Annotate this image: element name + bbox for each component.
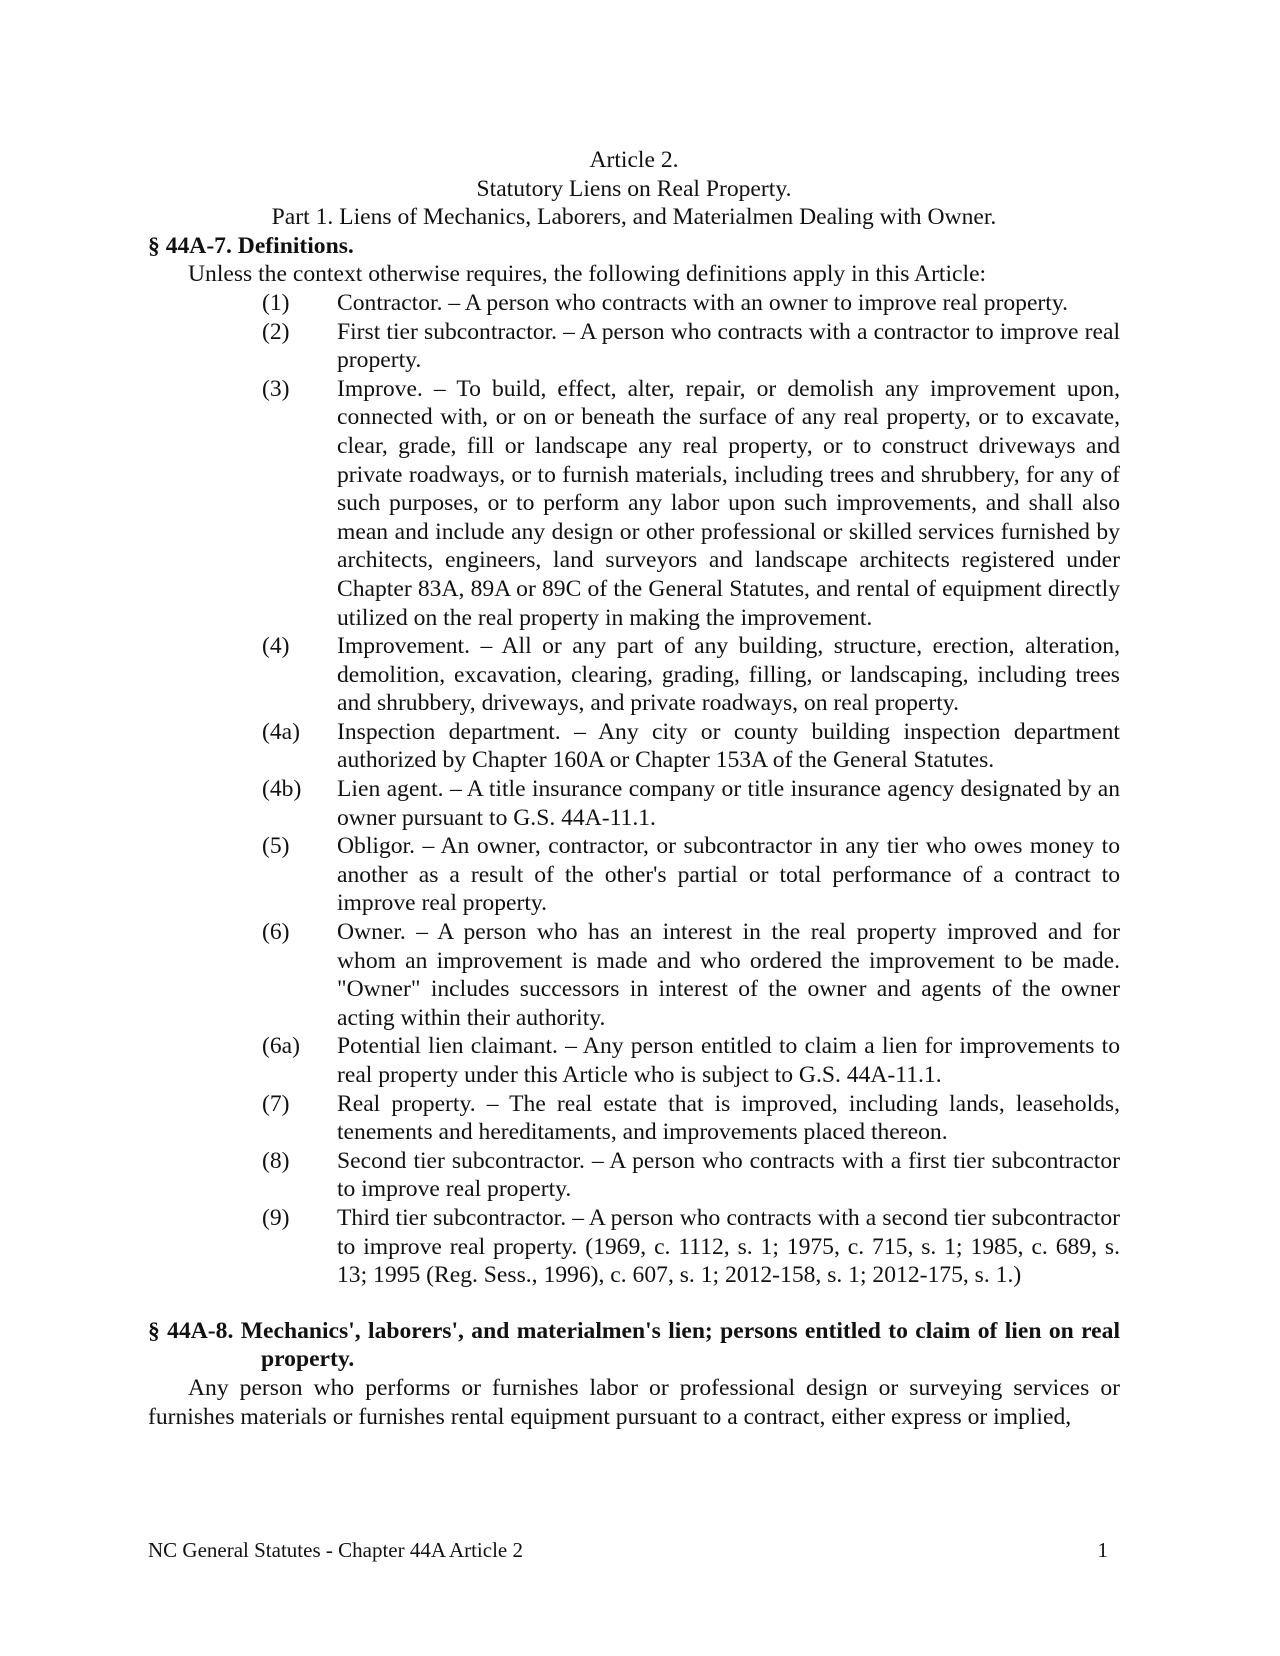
definition-text: Lien agent. – A title insurance company or title insurance agency designated by an owner pursuant to G.S. 44A-11.1. — [337, 776, 1120, 831]
definition-number: (8) — [262, 1147, 290, 1174]
definition-item — [148, 318, 1120, 375]
definition-text: Improve. – To build, effect, alter, repair, or demolish any improvement upon, connected with, or on or beneath the surface of any real property, or to excavate, clear, grade, fill or landscape any real property, or to construct driveways and private roadways, or to furnish materials, including trees and shrubbery, for any of such purposes, or to perform any labor upon such improvements, and shall also mean and include any design or other professional or skilled services furnished by architects, engineers, land surveyors and landscape architects registered under Chapter 83A, 89A or 89C of the General Statutes, and rental of equipment directly utilized on the real property in making the improvement. — [337, 375, 1120, 631]
definition-number: (3) — [262, 375, 290, 402]
definition-number: (4b) — [262, 776, 302, 803]
definition-item — [148, 289, 1120, 318]
definition-item — [148, 375, 1120, 632]
article-number: Article 2. — [589, 147, 679, 173]
definition-item — [148, 832, 1120, 918]
definitions-intro: Unless the context otherwise requires, the following definitions apply in this Article: — [188, 261, 987, 288]
definition-number: (2) — [262, 318, 290, 345]
page-number: 1 — [1097, 1538, 1108, 1562]
definition-item — [148, 1032, 1120, 1089]
definition-number: (1) — [262, 289, 290, 316]
definition-number: (5) — [262, 833, 290, 860]
definition-number: (4a) — [262, 718, 300, 745]
definition-number: (6) — [262, 919, 290, 946]
definition-text: Second tier subcontractor. – A person who contracts with a first tier subcontractor to improve real property. — [337, 1147, 1120, 1203]
definition-text: Obligor. – An owner, contractor, or subcontractor in any tier who owes money to another as a result of the other's partial or total performance of a contract to improve real property. — [337, 833, 1120, 917]
definition-item — [148, 775, 1120, 832]
definition-text: Contractor. – A person who contracts with an owner to improve real property. — [337, 289, 1069, 316]
definition-number: (6a) — [262, 1033, 300, 1060]
definition-text: Owner. – A person who has an interest in the real property improved and for whom an improvement is made and who ordered the improvement to be made. "Owner" includes successors in interest of the owner and agents of the owner acting within their authority. — [337, 919, 1120, 1031]
section-heading-44a-7: § 44A-7. Definitions. — [148, 232, 354, 259]
definition-item — [148, 632, 1120, 718]
definition-item — [148, 918, 1120, 1032]
part-title: Part 1. Liens of Mechanics, Laborers, and Materialmen Dealing with Owner. — [271, 204, 997, 231]
definition-number: (7) — [262, 1090, 290, 1117]
section-44a-8-body: Any person who performs or furnishes labor or professional design or surveying services or furnishes materials or furnishes rental equipment pursuant to a contract, either express or implied, — [148, 1374, 1120, 1430]
definition-item — [148, 718, 1120, 775]
definition-text: First tier subcontractor. – A person who contracts with a contractor to improve real property. — [337, 318, 1120, 374]
definition-item — [148, 1147, 1120, 1204]
footer-title: NC General Statutes - Chapter 44A Article 2 — [148, 1538, 523, 1562]
definition-item — [148, 1090, 1120, 1147]
section-heading-44a-8: § 44A-8. Mechanics', laborers', and materialmen's lien; persons entitled to claim of lien on real property. — [148, 1317, 1120, 1373]
definition-text: Potential lien claimant. – Any person entitled to claim a lien for improvements to real property under this Article who is subject to G.S. 44A-11.1. — [337, 1033, 1120, 1088]
definition-text: Third tier subcontractor. – A person who contracts with a second tier subcontractor to improve real property. (1969, c. 1112, s. 1; 1975, c. 715, s. 1; 1985, c. 689, s. 13; 1995 (Reg. Sess., 1996), c. 607, s. 1; 2012-158, s. 1; 2012-175, s. 1.) — [337, 1204, 1120, 1289]
definitions-list — [148, 289, 1120, 1290]
definition-number: (9) — [262, 1204, 290, 1231]
definition-text: Real property. – The real estate that is improved, including lands, leaseholds, tenements and hereditaments, and improvements placed thereon. — [337, 1090, 1120, 1146]
article-title: Statutory Liens on Real Property. — [476, 175, 792, 202]
document-page — [148, 146, 1120, 1431]
definition-text: Inspection department. – Any city or county building inspection department authorized by Chapter 160A or Chapter 153A of the General Statutes. — [337, 718, 1120, 774]
definition-text: Improvement. – All or any part of any building, structure, erection, alteration, demolition, excavation, clearing, grading, filling, or landscaping, including trees and shrubbery, driveways, and private roadways, on real property. — [337, 633, 1120, 717]
definition-item — [148, 1204, 1120, 1290]
section-spacer — [148, 1290, 1120, 1317]
page-footer — [148, 1538, 1108, 1563]
definition-number: (4) — [262, 633, 290, 660]
